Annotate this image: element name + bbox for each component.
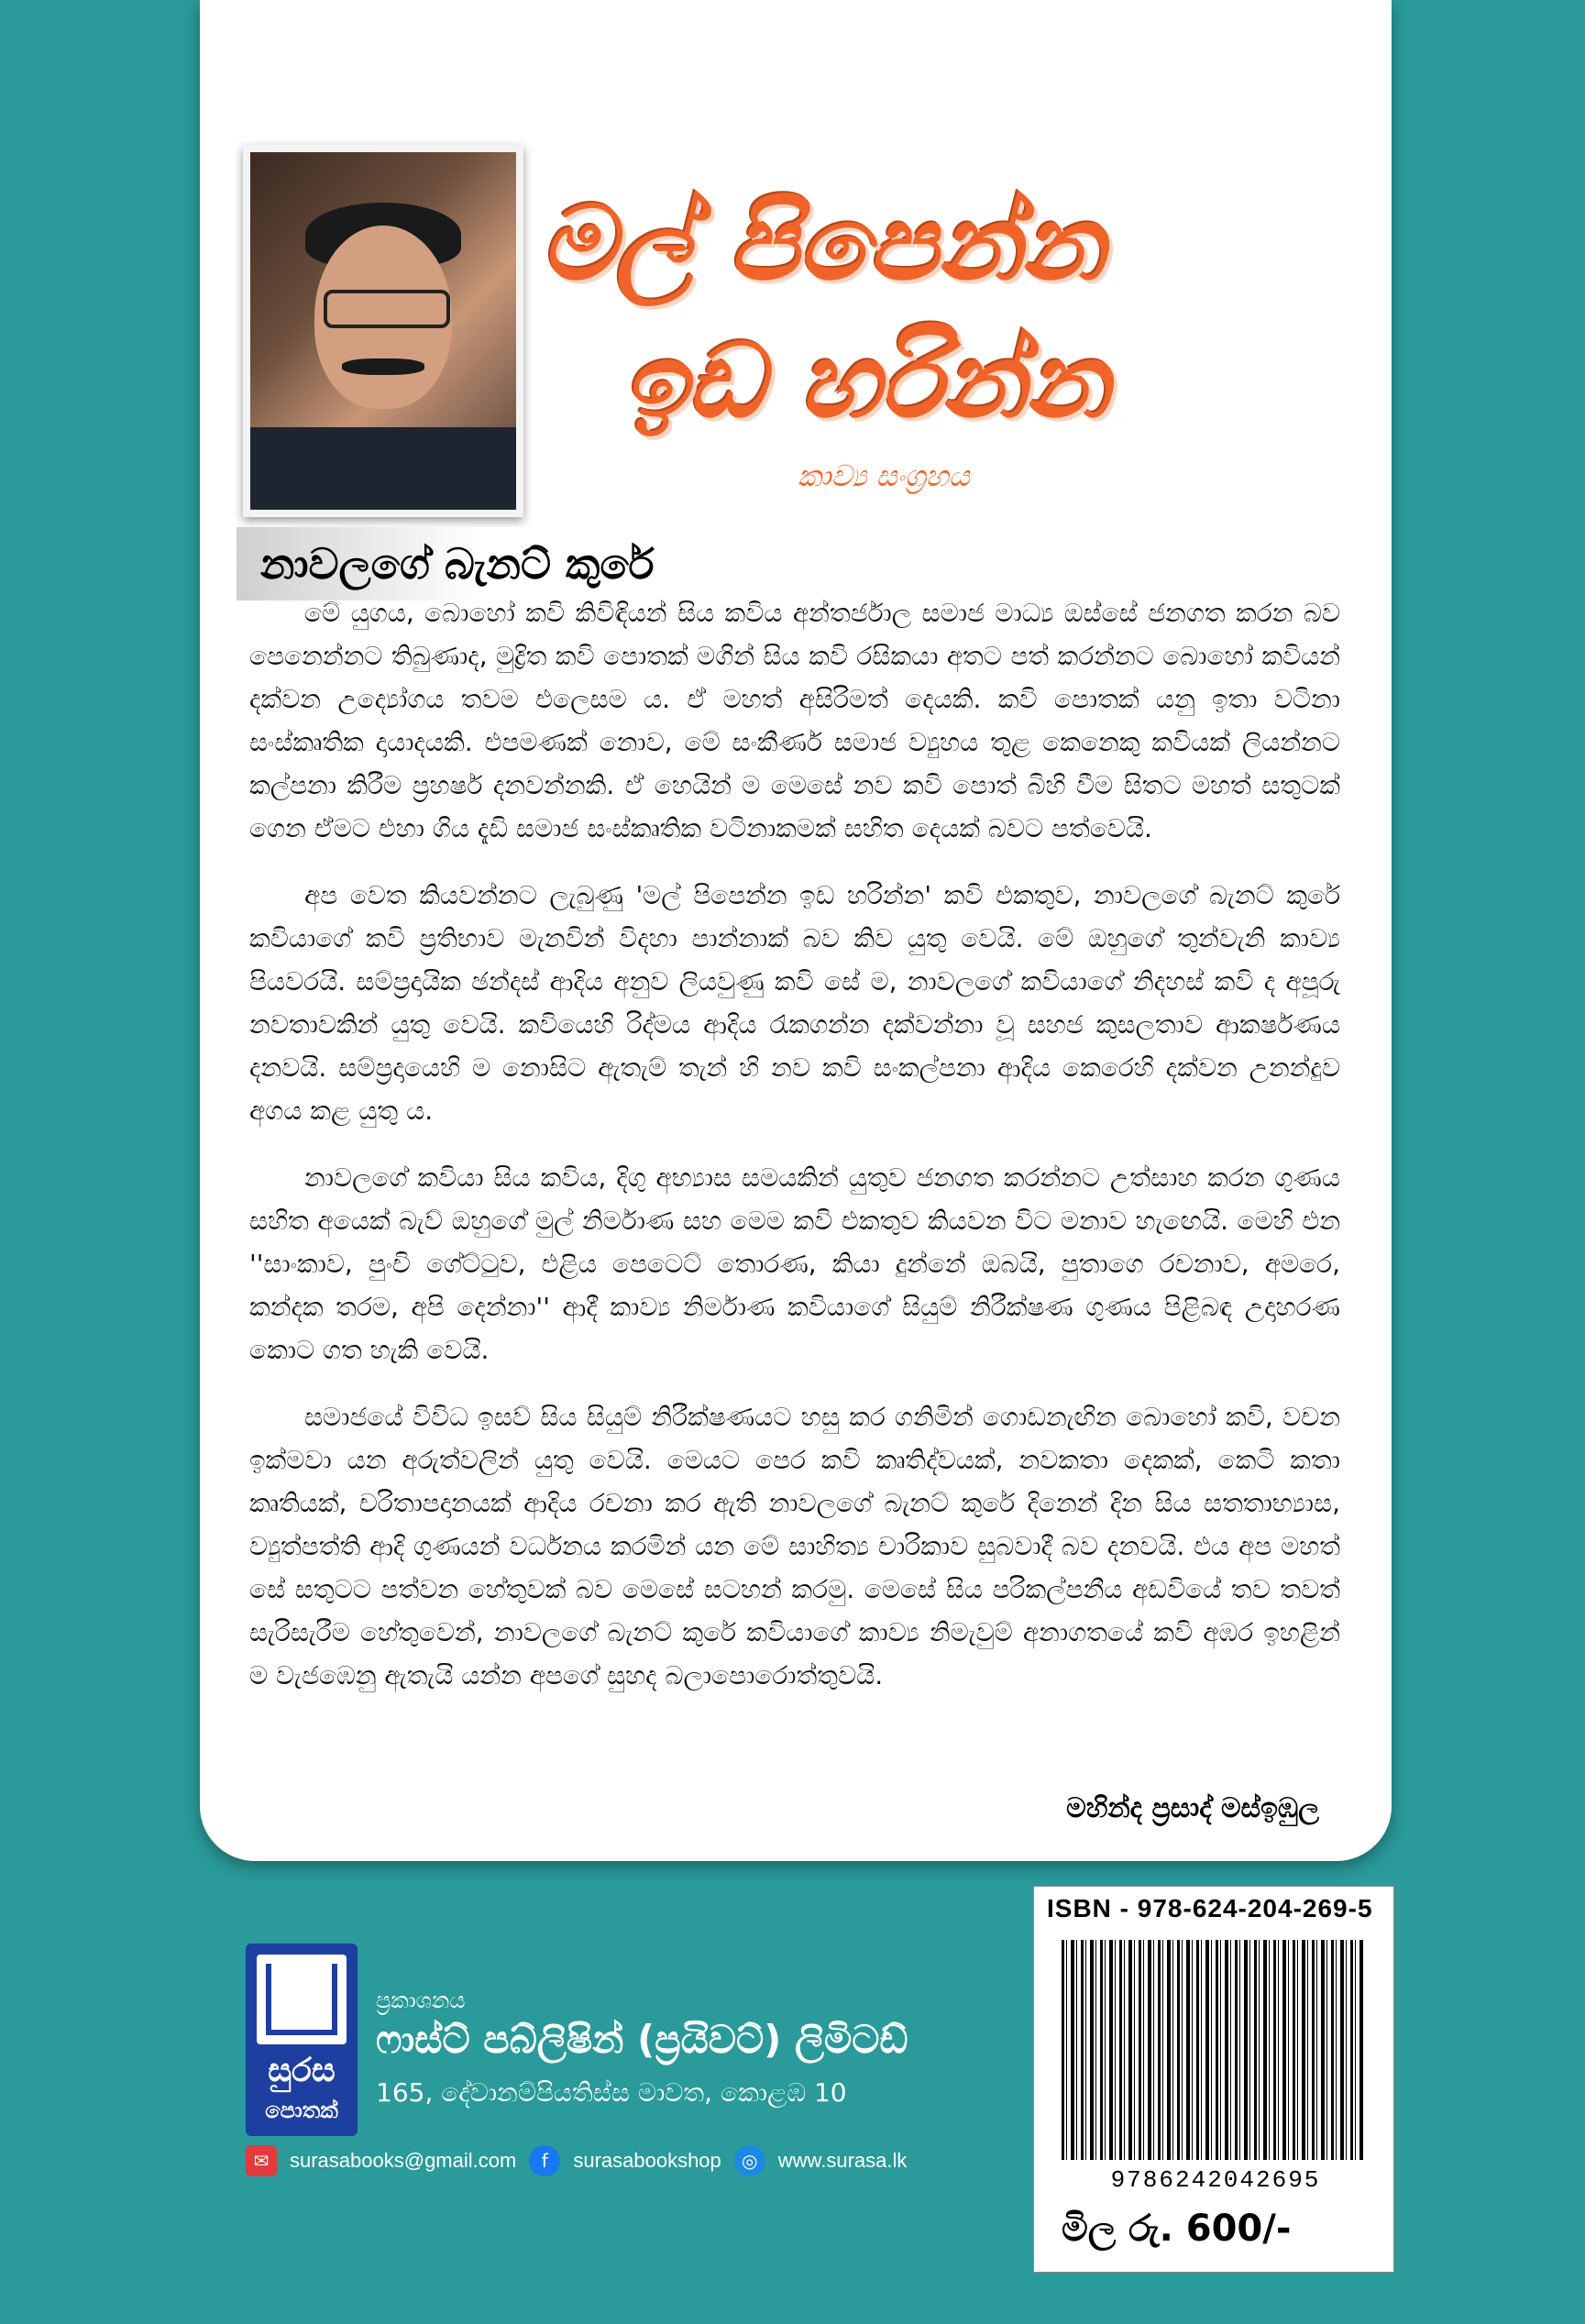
blurb-paragraph: මේ යුගය, බොහෝ කවි කිවිඳියන් සිය කවිය අන්තර්ජාල සමාජ මාධ්‍ය ඔස්සේ ජනගත කරන බව පෙනෙන්නට තිබුණාද, මුද්‍රිත කවි පොතක් මගින් සිය කවි රසිකයා අතට පත් කරන්නට බොහෝ කවියන් දක්වන උද්‍යෝගය තවම එලෙසම ය. ඒ මහත් අසිරිමත් දෙයකි. කවි පොතක් යනු ඉතා වටිනා සංස්කෘතික දායාදයකි. එපමණක් නොව, මේ සංකීර්ණ සමාජ ව්‍යුහය තුළ කෙනෙකු කවියක් ලියන්නට කල්පනා කිරීම ප්‍රහර්ෂ දනවන්නකි. ඒ හෙයින් ම මෙසේ නව කවි පොත් බිහි වීම සිතට මහත් සතුටක් ගෙන ඒමට එහා ගිය දැඩි සමාජ සංස්කෘතික වටිනාකමක් සහිත දෙයක් බවට පත්වෙයි. xyxy=(249,598,1340,843)
photo-glasses xyxy=(324,290,450,328)
barcode-number: 9786242042695 xyxy=(1110,2166,1321,2194)
facebook-icon: f xyxy=(529,2145,560,2176)
blurb-paragraph: අප වෙත කියවන්නට ලැබුණු 'මල් පිපෙන්න ඉඩ හරින්න' කවි එකතුව, නාවලගේ බැනට් කුරේ කවියාගේ කවි ප්‍රතිභාව මැනවින් විදහා පාන්නාක් බව කිව යුතු වෙයි. මේ ඔහුගේ තුන්වැනි කාව්‍ය පියවරයි. සම්ප්‍රදායික ඡන්දස් ආදිය අනුව ලියවුණු කවි සේ ම, නාවලගේ කවියාගේ නිදහස් කවි ද අපූරු නවතාවකින් යුතු වෙයි. කවියෙහි රිද්මය ආදිය රැකගන්න දක්වන්නා වූ සහජ කුසලතාව ආකර්ෂණය දනවයි. සම්ප්‍රදායෙහි ම නොසිට ඇතැම් තැන් හි නව කවි සංකල්පනා ආදිය කෙරෙහි දක්වන උනන්දුව අගය කළ යුතු ය. xyxy=(249,880,1340,1126)
publisher-address: 165, දේවානම්පියතිස්ස මාවත, කොළඹ 10 xyxy=(376,2077,847,2108)
title-line-2: ඉඩ හරින්න xyxy=(623,321,1109,441)
email-link[interactable]: surasabooks@gmail.com xyxy=(290,2149,517,2172)
isbn-label: ISBN - 978-624-204-269-5 xyxy=(1047,1894,1373,1922)
blurb-text xyxy=(249,591,1340,1721)
reviewer-signature: මහින්ද ප්‍රසාද් මස්ඉඹුල xyxy=(1066,1792,1319,1824)
globe-icon: ◎ xyxy=(734,2145,765,2176)
author-name: නාවලගේ බැනට් කුරේ xyxy=(237,527,678,600)
open-book-icon xyxy=(266,1964,337,2035)
publisher-logo xyxy=(246,1944,358,2136)
title-line-1: මල් පිපෙන්න xyxy=(541,183,1105,303)
barcode-image xyxy=(1062,1940,1364,2160)
book-logo-icon xyxy=(257,1955,347,2044)
logo-word-1: සුරස xyxy=(268,2052,336,2089)
publisher-label: ප්‍රකාශනය xyxy=(376,1988,466,2013)
publisher-name: ෆාස්ට් පබ්ලිෂින් (ප්‍රයිවට්) ලිමිටඩ් xyxy=(376,2017,908,2062)
book-subtitle: කාව්‍ය සංග්‍රහය xyxy=(798,458,970,493)
facebook-link[interactable]: surasabookshop xyxy=(573,2149,721,2172)
logo-word-2: පොතක් xyxy=(265,2098,338,2123)
blurb-paragraph: සමාජයේ විවිධ ඉසව් සිය සියුම් නිරීක්ෂණයට හසු කර ගනිමින් ගොඩනැඟින බොහෝ කවි, වචන ඉක්මවා යන අරුත්වලින් යුතු වෙයි. මෙයට පෙර කවි කෘතිද්වයක්, නවකතා දෙකක්, කෙටි කතා කෘතියක්, චරිතාපදානයක් ආදිය රචනා කර ඇති නාවලගේ බැනට් කුරේ දිනෙන් දින සිය සතතාභ්‍යාස, ව්‍යුත්පත්ති ආදි ගුණයන් වර්ධනය කරමින් යන මේ සාහිත්‍ය චාරිකාව සුබවාදී බව දනවයි. එය අප මහත් සේ සතුටට පත්වන හේතුවක් බව මෙසේ සටහන් කරමු. මෙසේ සිය පරිකල්පනීය අඩවියේ තව තවත් සැරිසැරීම හේතුවෙන්, නාවලගේ බැනට් කුරේ කවියාගේ කාව්‍ය නිමැවුම් අනාගතයේ කවි අඹර ඉහළින් ම වැජඹෙනු ඇතැයි යන්න අපගේ සුහද බලාපොරොත්තුවයි. xyxy=(249,1402,1340,1691)
price-label: මිල රු. 600/- xyxy=(1062,2208,1292,2250)
isbn-box xyxy=(1033,1886,1394,2273)
email-icon: ✉ xyxy=(246,2145,277,2176)
book-title xyxy=(541,183,1256,513)
website-link[interactable]: www.surasa.lk xyxy=(777,2149,908,2172)
author-photo xyxy=(243,145,523,517)
photo-moustache xyxy=(342,358,424,375)
contact-row xyxy=(246,2145,907,2176)
photo-suit xyxy=(250,427,516,510)
blurb-paragraph: නාවලගේ කවියා සිය කවිය, දිගු අභ්‍යාස සමයකින් යුතුව ජනගත කරන්නට උත්සාහ කරන ගුණය සහිත අයෙක් බැව් ඔහුගේ මුල් නිර්මාණ සහ මෙම කවි එකතුව කියවන විට මනාව හැඟෙයි. මෙහි එන ''සාංකාව, පුංචි ගේට්ටුව, එළිය පෙටෙට් තොරණ, කියා දුන්නේ ඔබයි, පුතාගෙ රචනාව, අමරෙ, කන්දක තරම, අපි දෙන්නා'' ආදී කාව්‍ය නිර්මාණ කවියාගේ සියුම් නිරීක්ෂණ ගුණය පිළිබඳ උදාහරණ කොට ගත හැකි වෙයි. xyxy=(249,1162,1340,1365)
